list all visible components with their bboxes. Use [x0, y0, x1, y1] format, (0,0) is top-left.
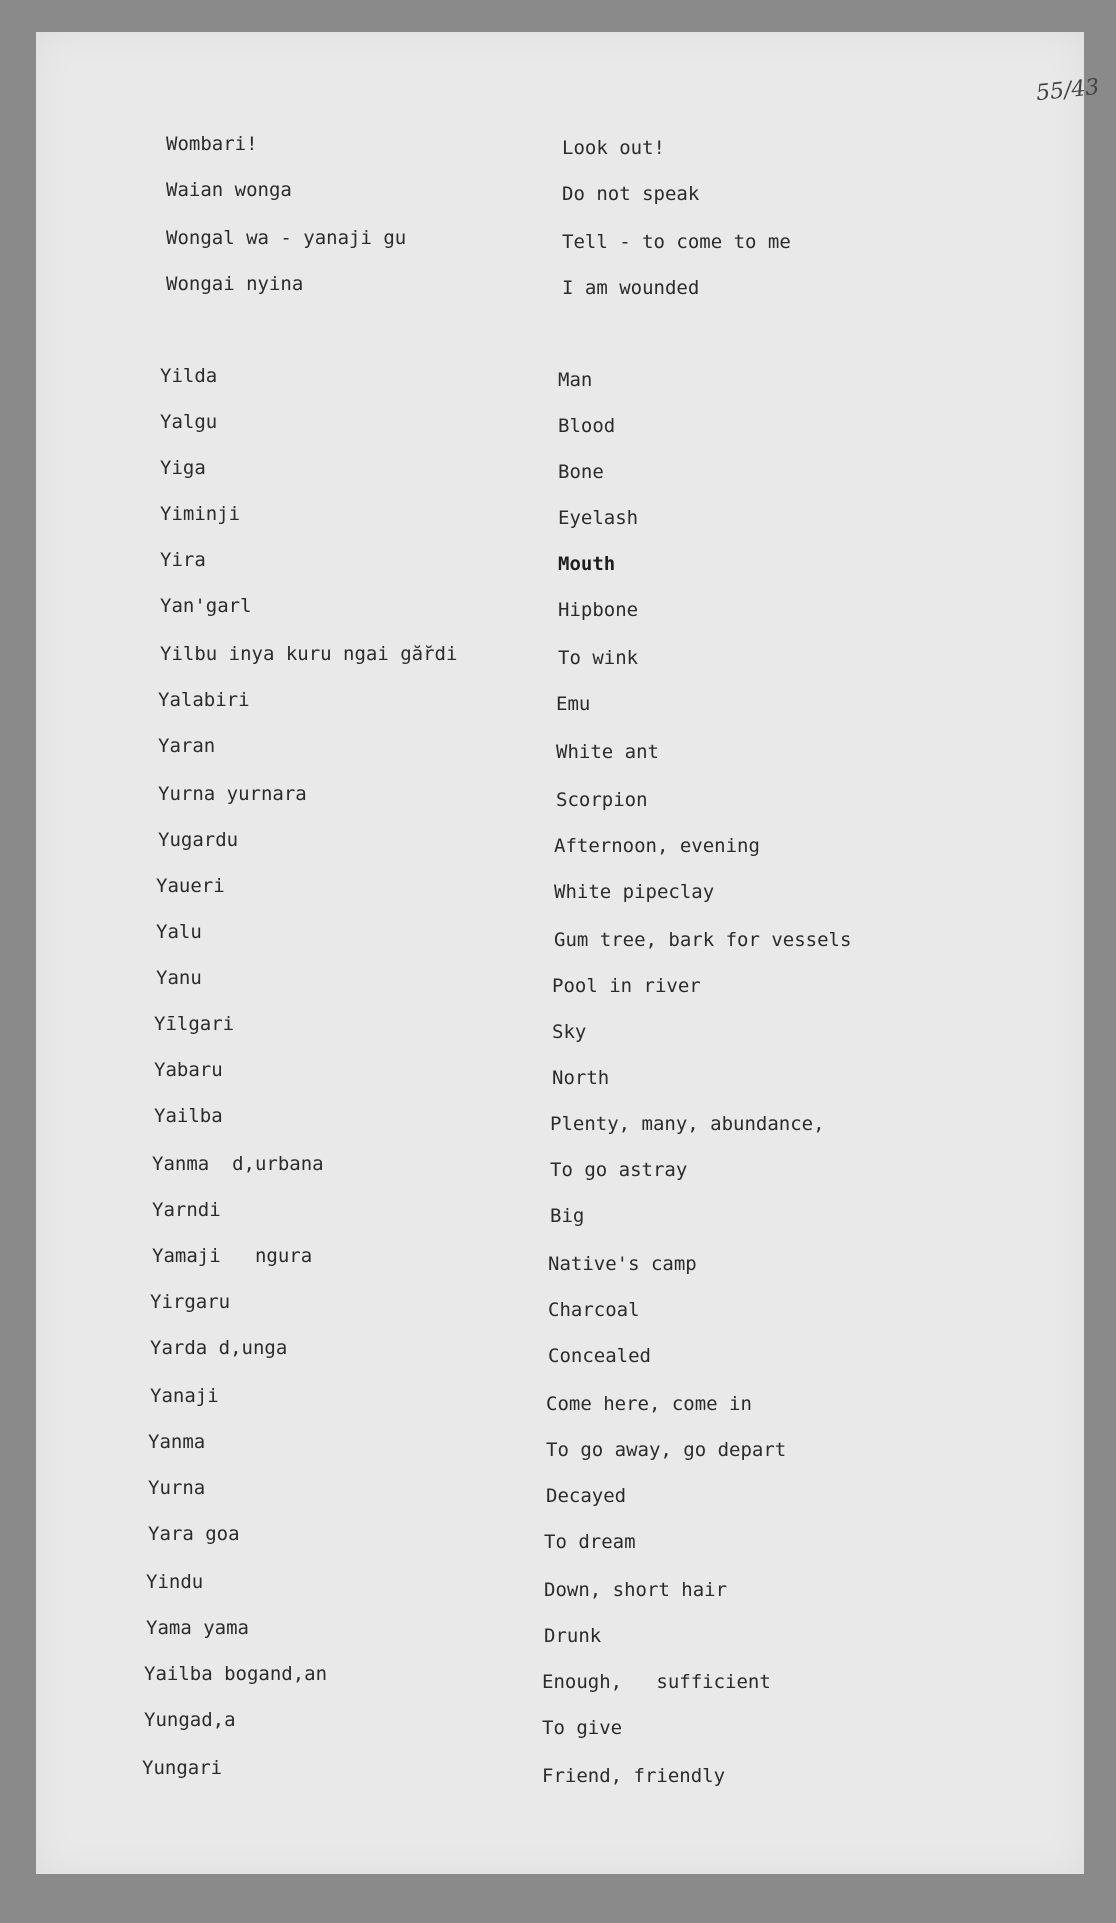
word-english: To wink	[558, 647, 639, 669]
word-english: North	[552, 1067, 610, 1089]
word-aboriginal: Yaueri	[156, 875, 225, 897]
word-aboriginal: Yanu	[156, 967, 202, 989]
word-aboriginal: Yara goa	[148, 1523, 240, 1545]
word-english: Eyelash	[558, 507, 639, 529]
word-english: Enough, sufficient	[542, 1671, 771, 1693]
word-aboriginal: Yarda d,unga	[150, 1337, 288, 1359]
word-aboriginal: Yailba	[154, 1105, 223, 1127]
word-aboriginal: Yanma	[148, 1431, 206, 1453]
word-english: To dream	[544, 1531, 636, 1553]
word-aboriginal: Yira	[160, 549, 206, 571]
word-aboriginal: Yungari	[142, 1757, 223, 1779]
word-english: Friend, friendly	[542, 1765, 726, 1787]
word-english: Decayed	[546, 1485, 627, 1507]
word-english: Big	[550, 1205, 585, 1227]
word-aboriginal: Yugardu	[158, 829, 239, 851]
word-english: Come here, come in	[546, 1393, 752, 1415]
word-aboriginal: Yilbu inya kuru ngai găr̆di	[160, 643, 458, 665]
word-aboriginal: Yabaru	[154, 1059, 223, 1081]
word-aboriginal: Yindu	[146, 1571, 204, 1593]
word-english: White ant	[556, 741, 659, 763]
word-aboriginal: Yilda	[160, 365, 218, 387]
phrase-english: Tell - to come to me	[562, 231, 791, 253]
word-english: Sky	[552, 1021, 587, 1043]
word-english: Plenty, many, abundance,	[550, 1113, 825, 1135]
word-english: Drunk	[544, 1625, 602, 1647]
phrase-english: Look out!	[562, 137, 665, 159]
phrase-aboriginal: Waian wonga	[166, 179, 292, 201]
word-aboriginal: Yalgu	[160, 411, 218, 433]
word-english: Emu	[556, 693, 591, 715]
word-english: Pool in river	[552, 975, 701, 997]
word-aboriginal: Yalabiri	[158, 689, 250, 711]
word-english: Gum tree, bark for vessels	[554, 929, 852, 951]
word-aboriginal: Yiminji	[160, 503, 241, 525]
word-aboriginal: Yungad,a	[144, 1709, 236, 1731]
word-english: Concealed	[548, 1345, 651, 1367]
word-english: Down, short hair	[544, 1579, 728, 1601]
word-aboriginal: Yamaji ngura	[152, 1245, 313, 1267]
phrase-english: I am wounded	[562, 277, 700, 299]
word-english: Bone	[558, 461, 604, 483]
word-aboriginal: Yurna yurnara	[158, 783, 307, 805]
word-aboriginal: Yalu	[156, 921, 202, 943]
word-aboriginal: Yiga	[160, 457, 206, 479]
page-number: 55/43	[1034, 74, 1101, 107]
word-english: Afternoon, evening	[554, 835, 760, 857]
word-english: Hipbone	[558, 599, 639, 621]
word-aboriginal: Yarndi	[152, 1199, 221, 1221]
word-aboriginal: Yailba bogand,an	[144, 1663, 328, 1685]
word-english: To go away, go depart	[546, 1439, 787, 1461]
phrase-english: Do not speak	[562, 183, 700, 205]
phrase-aboriginal: Wombari!	[166, 133, 258, 155]
word-aboriginal: Yurna	[148, 1477, 206, 1499]
paper-sheet	[36, 32, 1101, 1874]
word-english: Blood	[558, 415, 616, 437]
word-english: Mouth	[558, 553, 616, 575]
word-aboriginal: Yīlgari	[154, 1013, 235, 1035]
word-english: To go astray	[550, 1159, 688, 1181]
word-aboriginal: Yanma d,urbana	[152, 1153, 324, 1175]
word-english: Native's camp	[548, 1253, 697, 1275]
word-english: Charcoal	[548, 1299, 640, 1321]
word-aboriginal: Yama yama	[146, 1617, 249, 1639]
word-aboriginal: Yan'garl	[160, 595, 252, 617]
word-english: To give	[542, 1717, 623, 1739]
word-aboriginal: Yaran	[158, 735, 216, 757]
word-aboriginal: Yirgaru	[150, 1291, 231, 1313]
word-english: Scorpion	[556, 789, 648, 811]
phrase-aboriginal: Wongal wa - yanaji gu	[166, 227, 407, 249]
word-english: White pipeclay	[554, 881, 715, 903]
word-aboriginal: Yanaji	[150, 1385, 219, 1407]
word-english: Man	[558, 369, 593, 391]
phrase-aboriginal: Wongai nyina	[166, 273, 304, 295]
